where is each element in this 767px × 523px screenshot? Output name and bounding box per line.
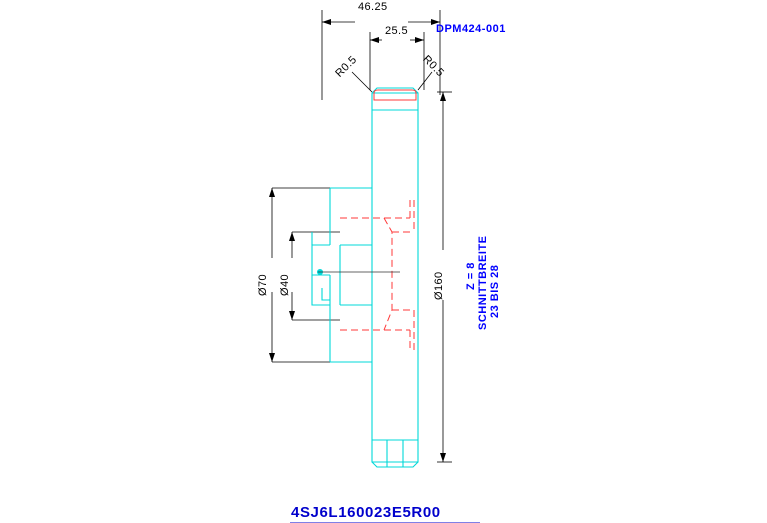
annotation-cut-width-label: SCHNITTBREITE xyxy=(477,235,489,330)
dimension-tip-width: 25.5 xyxy=(385,25,409,37)
dimension-overall-width: 46.25 xyxy=(358,1,388,13)
dimension-arrowheads xyxy=(269,19,446,462)
annotation-cut-width-range: 23 BIS 28 xyxy=(489,264,501,318)
dimension-radius-right: R0.5 xyxy=(420,53,447,80)
dimension-bore-diameter: Ø40 xyxy=(279,274,291,296)
dimension-lines xyxy=(272,10,452,462)
dimension-hub-diameter: Ø70 xyxy=(257,274,269,296)
part-number-title: 4SJ6L160023E5R00 xyxy=(291,504,441,521)
drawing-code-label: DPM424-001 xyxy=(436,23,506,35)
hidden-lines xyxy=(340,200,414,350)
dimension-outer-diameter: Ø160 xyxy=(433,271,445,300)
tooth-tip-detail xyxy=(374,90,416,100)
dimension-radius-left: R0.5 xyxy=(333,53,360,80)
annotation-teeth-count: Z = 8 xyxy=(465,262,477,290)
part-outline xyxy=(312,88,418,467)
